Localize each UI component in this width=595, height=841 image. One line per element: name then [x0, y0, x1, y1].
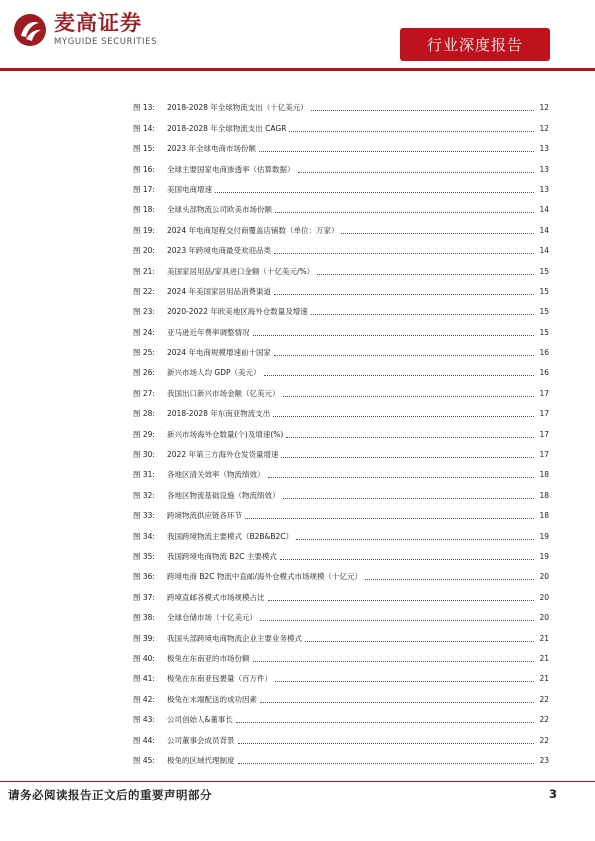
toc-entry-number: 图 13:	[133, 103, 155, 113]
toc-entry[interactable]	[133, 746, 549, 766]
toc-entry-title: 极兔在东南亚的市场份额	[167, 653, 250, 663]
toc-leader-dots	[273, 416, 534, 417]
toc-entry[interactable]	[133, 684, 549, 704]
footer-disclaimer: 请务必阅读报告正文后的重要声明部分	[8, 788, 212, 802]
toc-entry-page: 14	[539, 225, 549, 235]
toc-entry-page: 15	[539, 307, 549, 317]
toc-entry-page: 16	[539, 368, 549, 378]
header-divider	[0, 68, 595, 71]
toc-leader-dots	[268, 600, 535, 601]
brand-name-en: MYGUIDE SECURITIES	[54, 37, 158, 47]
toc-entry[interactable]	[133, 236, 549, 256]
toc-entry-page: 21	[539, 653, 549, 663]
toc-entry-page: 17	[539, 409, 549, 419]
toc-entry[interactable]	[133, 215, 549, 235]
toc-entry[interactable]	[133, 664, 549, 684]
toc-entry-number: 图 43:	[133, 715, 155, 725]
figure-index-list	[133, 93, 549, 766]
toc-entry-number: 图 39:	[133, 633, 155, 643]
toc-leader-dots	[283, 396, 535, 397]
toc-entry-number: 图 42:	[133, 694, 155, 704]
toc-entry[interactable]	[133, 378, 549, 398]
toc-entry-page: 22	[539, 694, 549, 704]
toc-entry-title: 各地区清关效率（物流绩效）	[167, 470, 265, 480]
toc-entry-title: 2024 年美国家居用品消费渠道	[167, 286, 271, 296]
toc-entry-page: 19	[539, 551, 549, 561]
toc-entry-number: 图 17:	[133, 184, 155, 194]
toc-entry-title: 2024 年电商尾程交付商覆盖店铺数（单位：万家）	[167, 225, 339, 235]
toc-entry-number: 图 14:	[133, 123, 155, 133]
toc-entry-title: 2022 年第三方海外仓发货量增速	[167, 450, 279, 460]
toc-leader-dots	[245, 518, 534, 519]
toc-entry[interactable]	[133, 603, 549, 623]
toc-entry-number: 图 18:	[133, 205, 155, 215]
toc-leader-dots	[296, 539, 534, 540]
toc-entry[interactable]	[133, 480, 549, 500]
toc-entry-title: 我国头部跨境电商物流企业主要业务模式	[167, 633, 302, 643]
toc-leader-dots	[260, 620, 534, 621]
toc-leader-dots	[274, 294, 534, 295]
toc-entry[interactable]	[133, 154, 549, 174]
toc-leader-dots	[311, 110, 534, 111]
toc-entry-title: 各地区物流基础设施（物流绩效）	[167, 490, 280, 500]
toc-entry-number: 图 27:	[133, 388, 155, 398]
toc-entry-number: 图 25:	[133, 348, 155, 358]
toc-leader-dots	[236, 722, 534, 723]
toc-entry-title: 极兔在东南亚包裹量（百万件）	[167, 674, 272, 684]
toc-entry-number: 图 35:	[133, 551, 155, 561]
toc-entry[interactable]	[133, 521, 549, 541]
toc-entry[interactable]	[133, 644, 549, 664]
toc-entry-page: 22	[539, 715, 549, 725]
toc-entry-title: 跨境直邮各模式市场规模占比	[167, 592, 265, 602]
toc-entry[interactable]	[133, 399, 549, 419]
toc-entry-title: 美国电商增速	[167, 184, 212, 194]
toc-entry-page: 20	[539, 613, 549, 623]
toc-leader-dots	[274, 355, 534, 356]
toc-leader-dots	[268, 477, 535, 478]
toc-entry-title: 亚马逊近年费率调整情况	[167, 327, 250, 337]
toc-entry-title: 2018-2028 年全球物流支出 CAGR	[167, 123, 287, 133]
toc-entry-number: 图 41:	[133, 674, 155, 684]
report-type-badge: 行业深度报告	[400, 28, 550, 61]
toc-entry-number: 图 40:	[133, 653, 155, 663]
toc-entry-page: 20	[539, 592, 549, 602]
toc-entry-number: 图 30:	[133, 450, 155, 460]
toc-entry-number: 图 22:	[133, 286, 155, 296]
toc-entry[interactable]	[133, 338, 549, 358]
toc-entry-number: 图 21:	[133, 266, 155, 276]
toc-entry[interactable]	[133, 623, 549, 643]
toc-entry[interactable]	[133, 256, 549, 276]
toc-entry[interactable]	[133, 725, 549, 745]
toc-entry-page: 18	[539, 490, 549, 500]
toc-entry-title: 全球头部物流公司欧美市场份额	[167, 205, 272, 215]
toc-leader-dots	[215, 192, 534, 193]
page-header	[0, 0, 595, 70]
toc-entry[interactable]	[133, 705, 549, 725]
brand-logo	[12, 11, 157, 48]
toc-entry-title: 公司董事会成员背景	[167, 735, 235, 745]
toc-entry[interactable]	[133, 175, 549, 195]
toc-leader-dots	[283, 498, 535, 499]
toc-leader-dots	[311, 314, 534, 315]
toc-entry-number: 图 24:	[133, 327, 155, 337]
toc-leader-dots	[275, 212, 534, 213]
toc-entry-page: 20	[539, 572, 549, 582]
toc-leader-dots	[281, 457, 534, 458]
toc-entry-title: 我国出口新兴市场金额（亿美元）	[167, 388, 280, 398]
toc-leader-dots	[341, 233, 534, 234]
page-number: 3	[548, 787, 557, 801]
toc-entry-number: 图 36:	[133, 572, 155, 582]
toc-entry[interactable]	[133, 113, 549, 133]
toc-entry[interactable]	[133, 440, 549, 460]
toc-entry-page: 18	[539, 511, 549, 521]
toc-entry[interactable]	[133, 134, 549, 154]
toc-leader-dots	[280, 559, 534, 560]
toc-entry-page: 13	[539, 164, 549, 174]
toc-entry-page: 14	[539, 246, 549, 256]
toc-entry[interactable]	[133, 501, 549, 521]
toc-leader-dots	[253, 661, 535, 662]
toc-entry-number: 图 20:	[133, 246, 155, 256]
toc-entry-page: 13	[539, 144, 549, 154]
footer-divider	[0, 781, 595, 782]
toc-entry-number: 图 19:	[133, 225, 155, 235]
toc-entry-number: 图 32:	[133, 490, 155, 500]
toc-entry-page: 15	[539, 286, 549, 296]
toc-leader-dots	[275, 681, 534, 682]
toc-entry-page: 16	[539, 348, 549, 358]
toc-leader-dots	[238, 743, 535, 744]
toc-leader-dots	[260, 702, 534, 703]
toc-leader-dots	[289, 131, 534, 132]
toc-entry-page: 13	[539, 184, 549, 194]
toc-entry-page: 21	[539, 633, 549, 643]
toc-entry-page: 12	[539, 123, 549, 133]
toc-leader-dots	[305, 641, 534, 642]
toc-leader-dots	[286, 437, 534, 438]
toc-entry[interactable]	[133, 542, 549, 562]
toc-entry-page: 15	[539, 327, 549, 337]
toc-entry[interactable]	[133, 562, 549, 582]
toc-entry-title: 我国跨境电商物流 B2C 主要模式	[167, 551, 277, 561]
toc-entry-title: 2018-2028 年全球物流支出（十亿美元）	[167, 103, 308, 113]
toc-entry-page: 17	[539, 429, 549, 439]
toc-entry[interactable]	[133, 195, 549, 215]
toc-entry-page: 21	[539, 674, 549, 684]
toc-entry-page: 18	[539, 470, 549, 480]
toc-entry-page: 19	[539, 531, 549, 541]
toc-leader-dots	[298, 172, 535, 173]
toc-entry-page: 15	[539, 266, 549, 276]
toc-entry-title: 2024 年电商规模增速前十国家	[167, 348, 271, 358]
toc-entry-number: 图 26:	[133, 368, 155, 378]
toc-entry-title: 公司创始人&董事长	[167, 715, 233, 725]
toc-entry-number: 图 37:	[133, 592, 155, 602]
toc-entry-title: 新兴市场人均 GDP（美元）	[167, 368, 261, 378]
toc-entry-number: 图 15:	[133, 144, 155, 154]
toc-entry-page: 12	[539, 103, 549, 113]
toc-entry-number: 图 31:	[133, 470, 155, 480]
toc-leader-dots	[264, 375, 535, 376]
toc-entry-page: 14	[539, 205, 549, 215]
toc-entry-title: 全球仓储市场（十亿美元）	[167, 613, 257, 623]
toc-entry-number: 图 29:	[133, 429, 155, 439]
toc-entry[interactable]	[133, 277, 549, 297]
toc-entry-page: 17	[539, 450, 549, 460]
toc-entry-title: 2023 年全球电商市场份额	[167, 144, 256, 154]
toc-entry-number: 图 28:	[133, 409, 155, 419]
toc-entry-page: 23	[539, 755, 549, 765]
toc-entry-page: 22	[539, 735, 549, 745]
toc-entry-title: 我国跨境物流主要模式（B2B&B2C）	[167, 531, 294, 541]
toc-leader-dots	[253, 335, 535, 336]
toc-entry-title: 美国家居用品/家具进口金额（十亿美元/%）	[167, 266, 315, 276]
toc-entry-number: 图 45:	[133, 755, 155, 765]
toc-entry-number: 图 38:	[133, 613, 155, 623]
toc-leader-dots	[238, 763, 535, 764]
toc-entry-number: 图 33:	[133, 511, 155, 521]
toc-entry-title: 2020-2022 年欧美地区海外仓数量及增速	[167, 307, 308, 317]
toc-entry[interactable]	[133, 460, 549, 480]
toc-entry[interactable]	[133, 317, 549, 337]
toc-entry[interactable]	[133, 297, 549, 317]
toc-entry-page: 17	[539, 388, 549, 398]
brand-logo-icon	[12, 12, 48, 48]
toc-entry-title: 2018-2028 年东南亚物流支出	[167, 409, 271, 419]
toc-entry-title: 跨境电商 B2C 物流中直邮/海外仓模式市场规模（十亿元）	[167, 572, 362, 582]
toc-leader-dots	[317, 274, 534, 275]
toc-entry-number: 图 44:	[133, 735, 155, 745]
toc-leader-dots	[365, 579, 534, 580]
toc-entry-number: 图 16:	[133, 164, 155, 174]
toc-leader-dots	[259, 151, 534, 152]
toc-entry[interactable]	[133, 419, 549, 439]
toc-entry-title: 跨境物流供应链各环节	[167, 511, 242, 521]
toc-entry[interactable]	[133, 93, 549, 113]
toc-entry[interactable]	[133, 582, 549, 602]
toc-entry-title: 新兴市场海外仓数量(个)及增速(%)	[167, 429, 284, 439]
toc-entry-title: 2023 年跨境电商最受欢迎品类	[167, 246, 271, 256]
toc-entry-number: 图 23:	[133, 307, 155, 317]
toc-entry-title: 极兔在末端配送的成功因素	[167, 694, 257, 704]
toc-entry-title: 极兔的区域代理制度	[167, 755, 235, 765]
brand-name-cn: 麦高证券	[54, 11, 142, 35]
toc-leader-dots	[274, 253, 534, 254]
toc-entry-number: 图 34:	[133, 531, 155, 541]
toc-entry[interactable]	[133, 358, 549, 378]
toc-entry-title: 全球主要国家电商渗透率（估算数据）	[167, 164, 295, 174]
